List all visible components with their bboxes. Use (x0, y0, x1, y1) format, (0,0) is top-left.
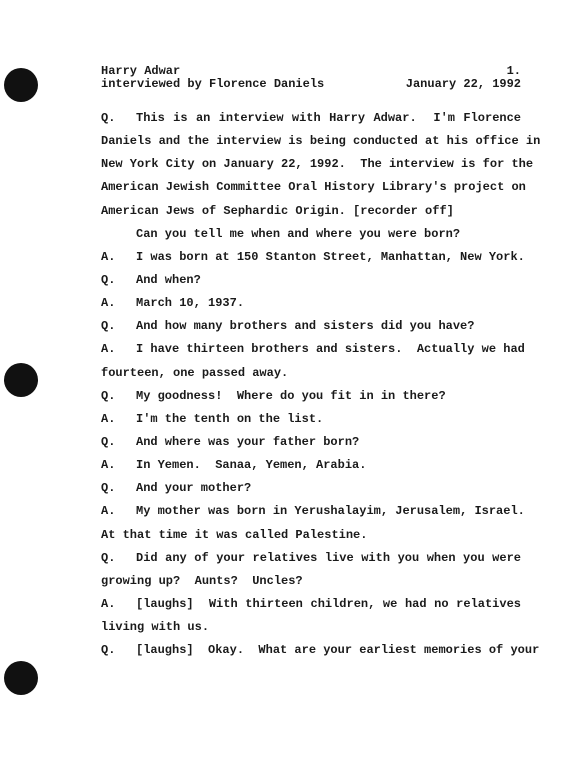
speaker-label: Q. (101, 319, 116, 334)
speaker-label: A. (101, 458, 116, 473)
page-number: 1. (506, 64, 521, 78)
transcript-line (101, 203, 521, 226)
binder-hole-middle (4, 363, 38, 397)
line-text: I have thirteen brothers and sisters. Actually we had (136, 342, 525, 357)
line-text: My mother was born in Yerushalayim, Jerusalem, Israel. (136, 504, 525, 519)
transcript-line (101, 480, 521, 503)
speaker-label: Q. (101, 643, 116, 658)
line-text: Daniels and the interview is being conducted at his office in (101, 134, 541, 149)
speaker-label: A. (101, 342, 116, 357)
speaker-label: Q. (101, 550, 116, 565)
transcript-line (101, 226, 521, 249)
line-text: And your mother? (136, 481, 252, 496)
transcript-line (101, 365, 521, 388)
transcript-line (101, 434, 521, 457)
interviewer-credit: interviewed by Florence Daniels (101, 77, 325, 91)
transcript-line (101, 156, 534, 179)
line-text: This is an interview with Harry Adwar. I'm Florence (136, 111, 521, 125)
transcript-line (101, 411, 521, 434)
line-text: Can you tell me when and where you were born? (136, 226, 461, 241)
line-text: living with us. (101, 620, 210, 635)
transcript-line (101, 596, 521, 619)
line-text: New York City on January 22, 1992. The interview is for the (101, 157, 534, 172)
transcript-line (101, 341, 525, 364)
line-text: March 10, 1937. (136, 296, 245, 311)
page-header (101, 65, 521, 91)
speaker-label: Q. (101, 388, 116, 403)
interviewee-name: Harry Adwar (101, 64, 181, 78)
speaker-label: Q. (101, 481, 116, 496)
transcript-body (101, 110, 541, 665)
transcript-line (101, 573, 521, 596)
transcript-line (101, 110, 521, 133)
transcript-line (101, 272, 521, 295)
speaker-label: A. (101, 411, 116, 426)
transcript-line (101, 133, 541, 156)
line-text: In Yemen. Sanaa, Yemen, Arabia. (136, 458, 367, 473)
line-text: I was born at 150 Stanton Street, Manhattan, New York. (136, 249, 525, 264)
line-text: [laughs] With thirteen children, we had no relatives (136, 596, 521, 611)
line-text: And where was your father born? (136, 434, 360, 449)
line-text: American Jews of Sephardic Origin. [recorder off] (101, 203, 454, 218)
transcript-line (101, 642, 540, 665)
speaker-label: Q. (101, 434, 116, 449)
line-text: And when? (136, 272, 201, 287)
transcript-line (101, 388, 521, 411)
transcript-line (101, 295, 521, 318)
transcript-line (101, 503, 525, 526)
line-text: growing up? Aunts? Uncles? (101, 573, 303, 588)
line-text: At that time it was called Palestine. (101, 527, 368, 542)
speaker-label: A. (101, 596, 116, 611)
line-text: My goodness! Where do you fit in in there? (136, 388, 446, 403)
transcript-line (101, 527, 521, 550)
speaker-label: Q. (101, 111, 116, 125)
transcript-line (101, 550, 521, 573)
binder-hole-top (4, 68, 38, 102)
transcript-line (101, 249, 525, 272)
line-text: [laughs] Okay. What are your earliest memories of your (136, 643, 540, 658)
speaker-label: Q. (101, 272, 116, 287)
binder-hole-bottom (4, 661, 38, 695)
line-text: I'm the tenth on the list. (136, 411, 324, 426)
interview-date: January 22, 1992 (405, 77, 521, 91)
line-text: And how many brothers and sisters did you have? (136, 319, 475, 334)
speaker-label: A. (101, 296, 116, 311)
line-text: American Jewish Committee Oral History Library's project on (101, 180, 526, 195)
line-text: Did any of your relatives live with you when you were (136, 550, 521, 565)
header-row-2 (101, 78, 521, 91)
transcript-line (101, 179, 526, 202)
speaker-label: A. (101, 504, 116, 519)
transcript-line (101, 318, 521, 341)
transcript-line (101, 457, 521, 480)
line-text: fourteen, one passed away. (101, 365, 289, 380)
transcript-line (101, 619, 521, 642)
speaker-label: A. (101, 249, 116, 264)
